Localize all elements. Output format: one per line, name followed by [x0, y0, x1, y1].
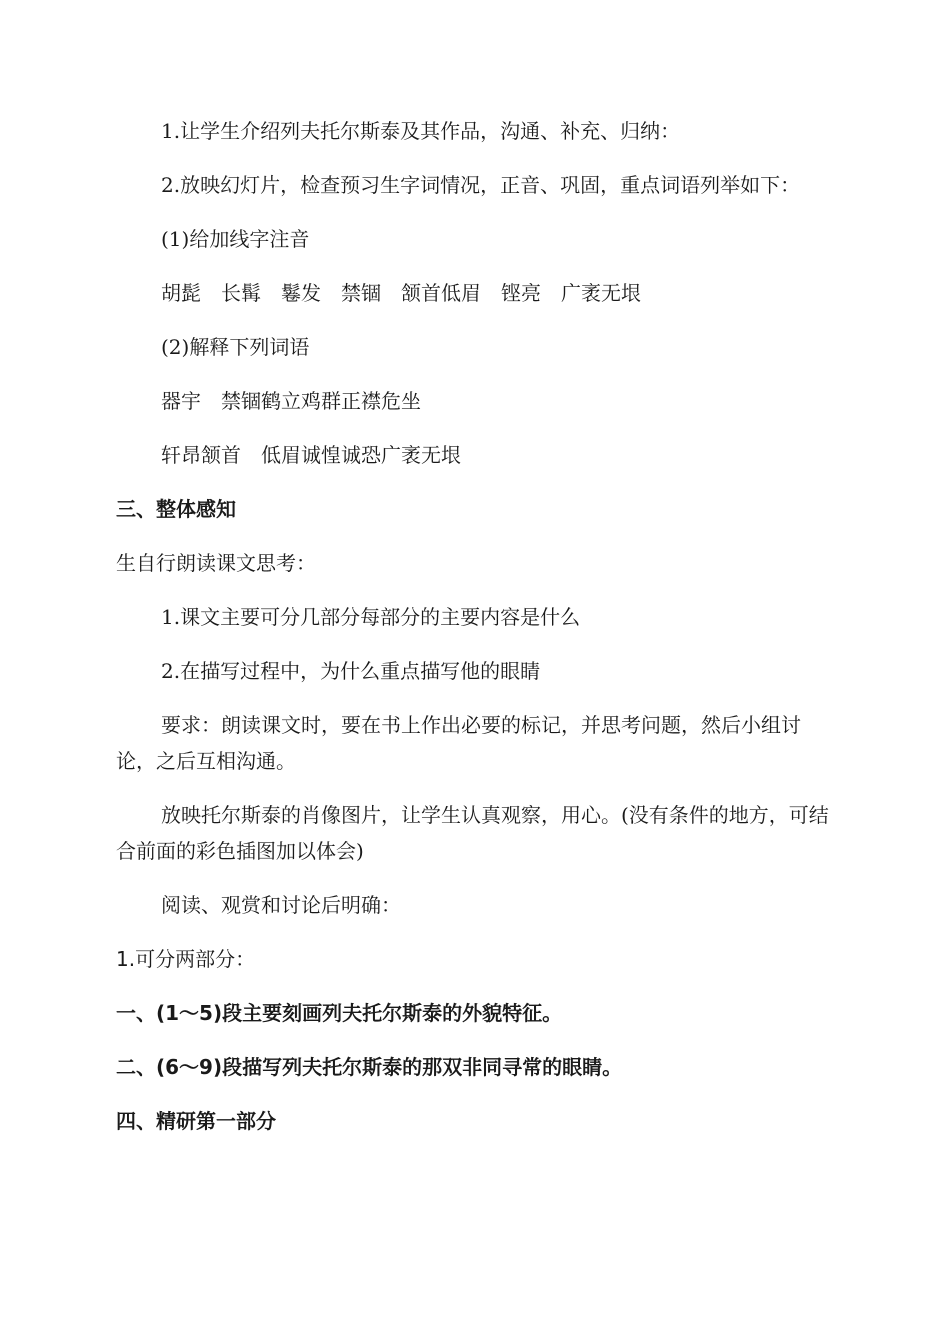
- paragraph-14: 阅读、观赏和讨论后明确：: [161, 893, 401, 917]
- paragraph-7: 轩昂颔首 低眉诚惶诚恐广袤无垠: [161, 443, 461, 467]
- paragraph-5: (2)解释下列词语: [161, 335, 310, 359]
- paragraph-2: 2.放映幻灯片，检查预习生字词情况，正音、巩固，重点词语列举如下：: [161, 173, 801, 197]
- paragraph-1: 1.让学生介绍列夫托尔斯泰及其作品，沟通、补充、归纳：: [161, 119, 681, 143]
- bold-line-part-2: 二、(6～9)段描写列夫托尔斯泰的那双非同寻常的眼睛。: [116, 1055, 623, 1079]
- paragraph-10: 1.课文主要可分几部分每部分的主要内容是什么: [161, 605, 581, 629]
- paragraph-3: (1)给加线字注音: [161, 227, 310, 251]
- paragraph-15: 1.可分两部分：: [116, 947, 256, 971]
- section-heading-4: 四、精研第一部分: [116, 1109, 276, 1133]
- bold-line-part-1: 一、(1～5)段主要刻画列夫托尔斯泰的外貌特征。: [116, 1001, 563, 1025]
- section-heading-3: 三、整体感知: [116, 497, 236, 521]
- paragraph-13: 放映托尔斯泰的肖像图片，让学生认真观察，用心。(没有条件的地方，可结合前面的彩色插图加以体会): [116, 803, 829, 863]
- paragraph-6: 器宇 禁锢鹤立鸡群正襟危坐: [161, 389, 421, 413]
- paragraph-9: 生自行朗读课文思考：: [116, 551, 316, 575]
- document-page: [116, 113, 834, 1157]
- paragraph-11: 2.在描写过程中，为什么重点描写他的眼睛: [161, 659, 541, 683]
- paragraph-4: 胡髭 长髯 鬈发 禁锢 颔首低眉 铿亮 广袤无垠: [161, 281, 641, 305]
- paragraph-12: 要求：朗读课文时，要在书上作出必要的标记，并思考问题，然后小组讨论，之后互相沟通。: [116, 713, 801, 773]
